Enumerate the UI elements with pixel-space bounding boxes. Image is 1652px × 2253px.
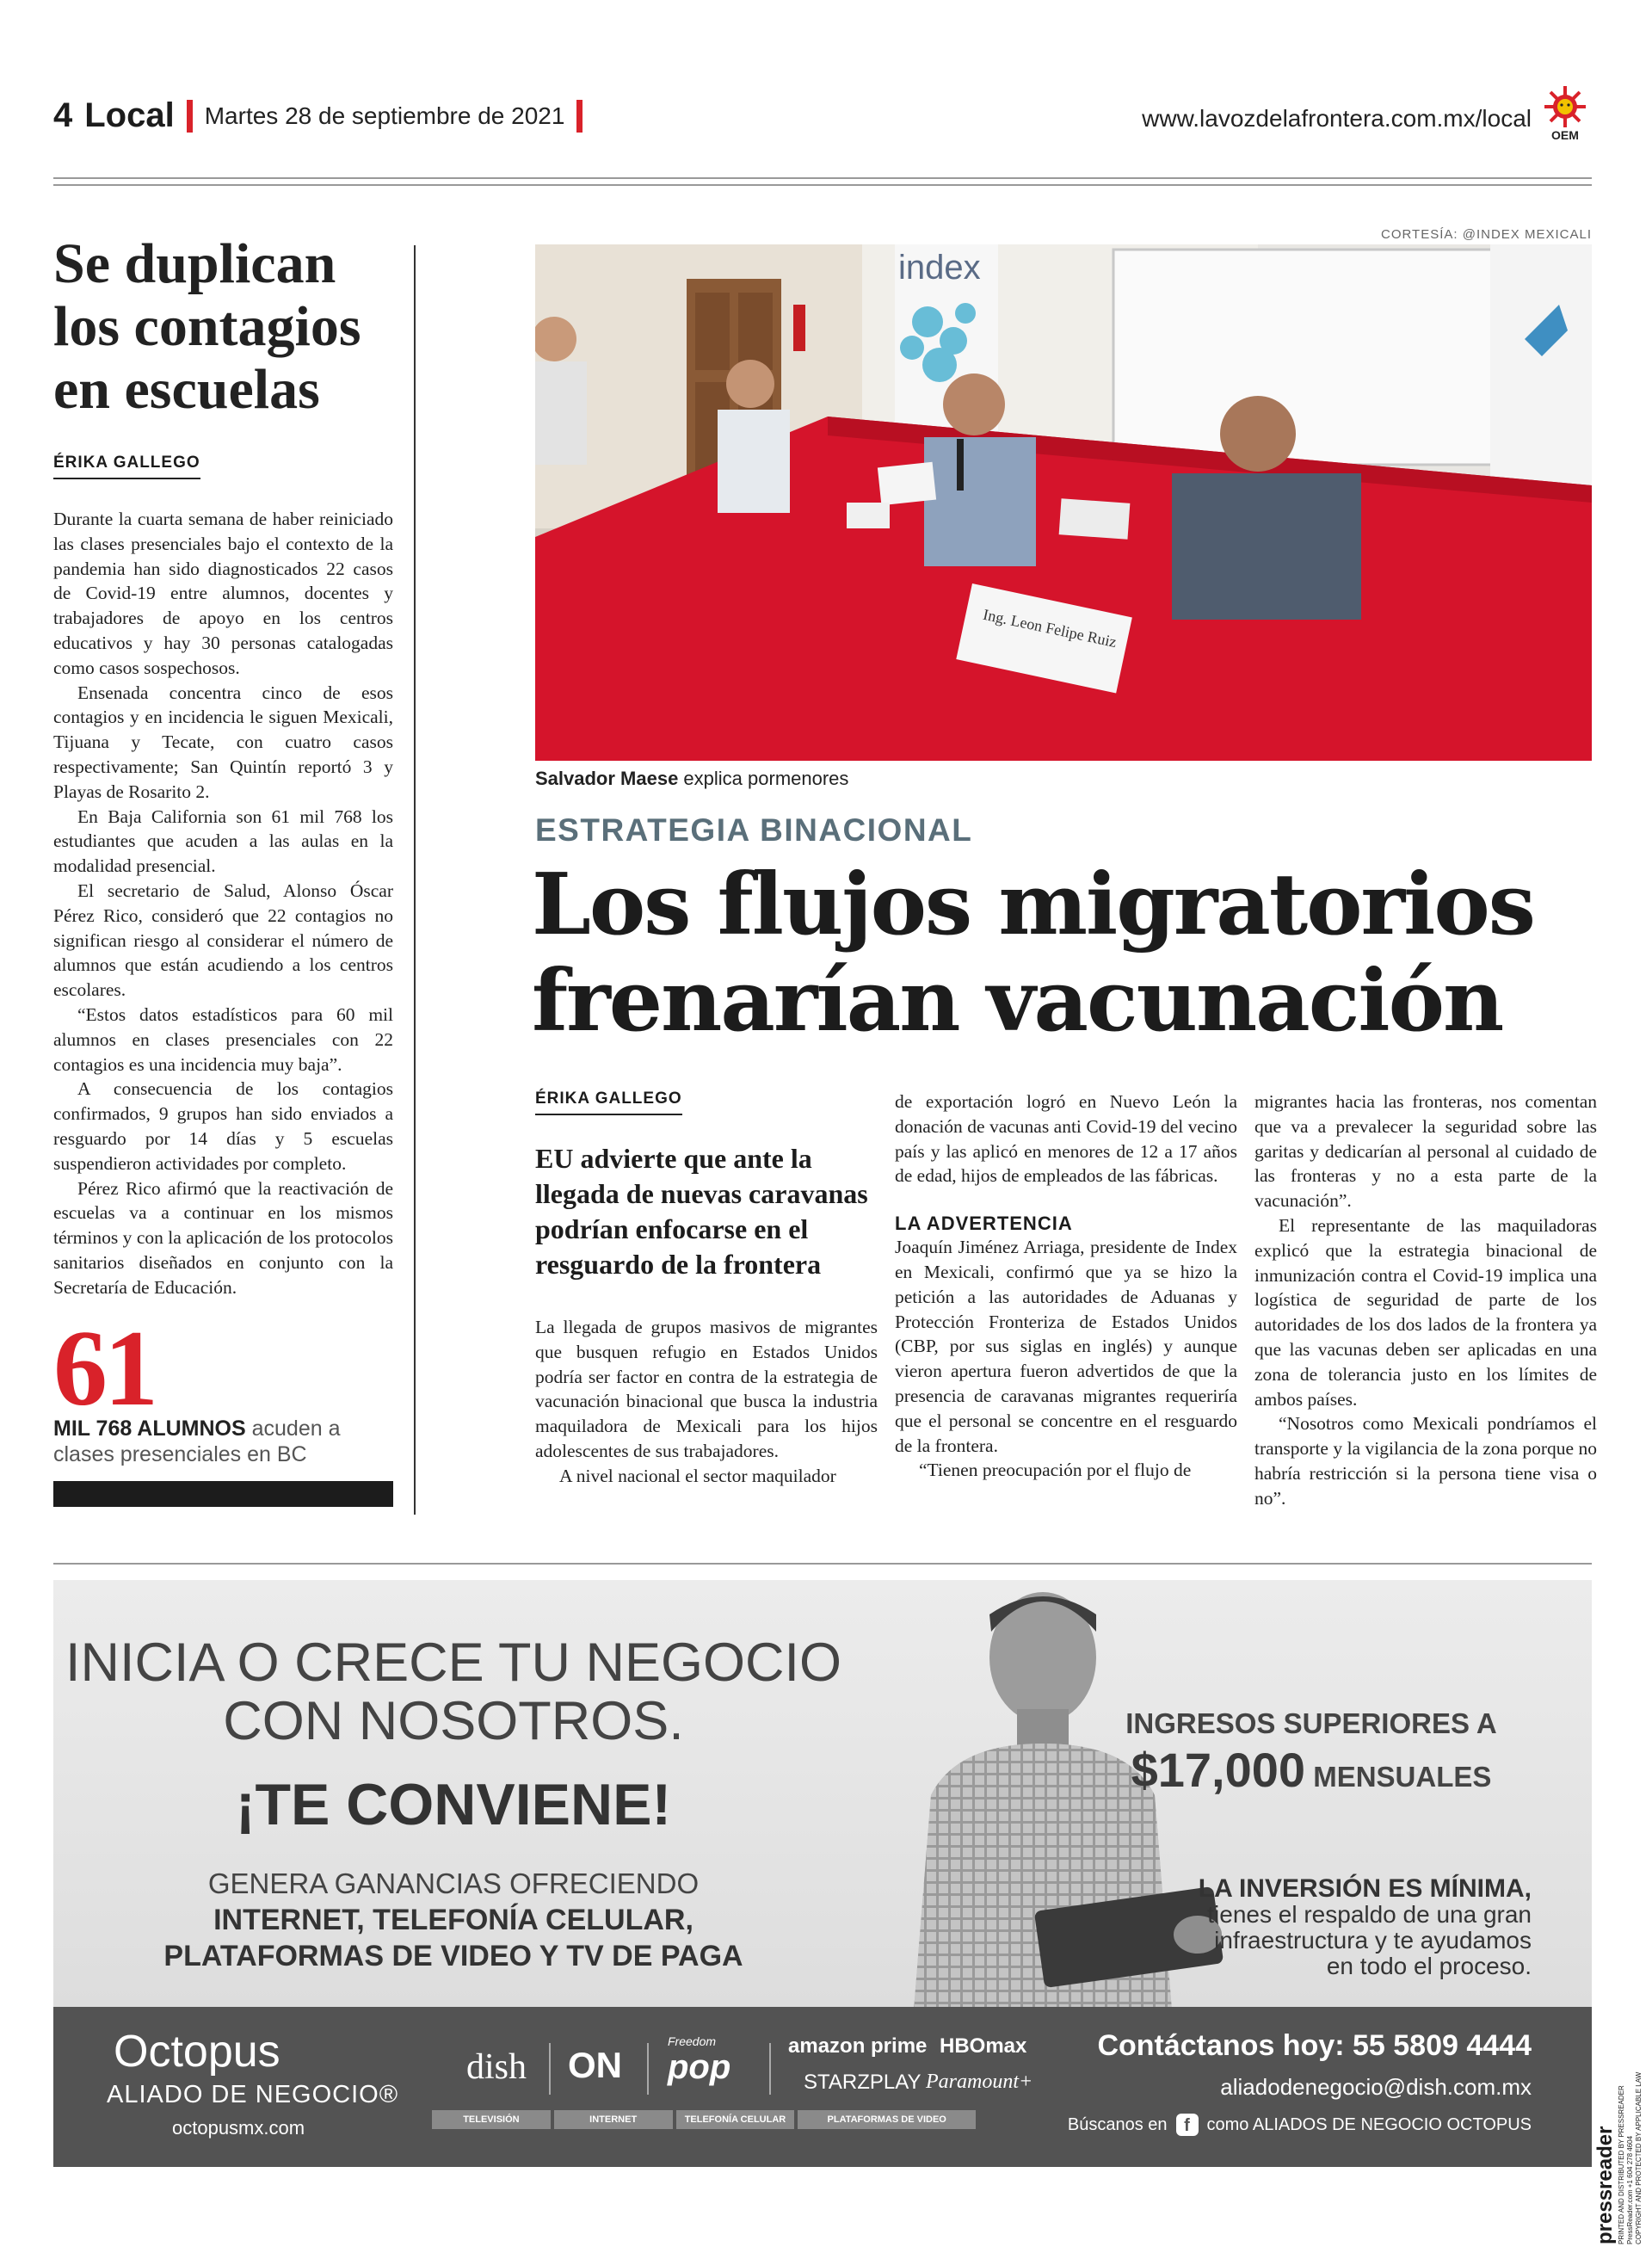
- facebook-name: como ALIADOS DE NEGOCIO OCTOPUS: [1206, 2114, 1532, 2134]
- ad-income-label: INGRESOS SUPERIORES A: [1125, 1707, 1497, 1739]
- story-kicker: ESTRATEGIA BINACIONAL: [535, 812, 973, 848]
- ad-investment-text: [1170, 1876, 1532, 1979]
- freedom-label: Freedom: [668, 2034, 717, 2048]
- ad-generate-line1: GENERA GANANCIAS OFRECIENDO: [207, 1867, 700, 1899]
- nameplate-text: Ing. Leon Felipe Ruiz: [981, 605, 1119, 651]
- story-subhead: LA ADVERTENCIA: [895, 1213, 1073, 1235]
- sidebar-paragraph: “Estos datos estadísticos para 60 mil alumnos en clases presenciales con 22 contagios es una incidencia muy baja”.: [53, 1003, 393, 1075]
- dish-logo: dish: [466, 2047, 527, 2087]
- contact-email[interactable]: aliadodenegocio@dish.com.mx: [1220, 2074, 1532, 2100]
- oem-logo-icon: [1538, 84, 1592, 143]
- ad-income-amount: [1113, 1742, 1509, 1798]
- pressreader-line: PRINTED AND DISTRIBUTED BY PRESSREADER: [1618, 2085, 1625, 2244]
- ad-amount-value: $17,000: [1131, 1743, 1306, 1797]
- partner-brands: [432, 2024, 1086, 2110]
- pressreader-logo: pressreader: [1593, 2126, 1617, 2244]
- story-paragraph: Joaquín Jiménez Arriaga, presidente de Index en Mexicali, confirmó que ya se hizo la petición a las autoridades de Aduanas y Protección Fronteriza de Estados Unidos (CBP, por sus siglas en inglés) y aunque vieron apertura fueron advertidos de que la presencia de caravanas migrantes requeriría que el personal se concentre en el resguardo de la frontera.: [895, 1237, 1237, 1456]
- story-byline: ÉRIKA GALLEGO: [535, 1089, 682, 1115]
- website-link[interactable]: www.lavozdelafrontera.com.mx/local: [1142, 105, 1532, 132]
- category-video: PLATAFORMAS DE VIDEO: [798, 2110, 976, 2129]
- sidebar-byline: ÉRIKA GALLEGO: [53, 454, 200, 479]
- story-body-col3: [1254, 1089, 1597, 1511]
- story-column-1: [535, 1089, 878, 1489]
- story-paragraph: de exportación logró en Nuevo León la donación de vacunas anti Covid-19 del vecino país y las aplicó en menores de 12 a 17 años de edad, hijos de empleados de las fábricas.: [895, 1091, 1237, 1187]
- stat-black-bar: [53, 1481, 393, 1507]
- column-divider: [414, 245, 416, 1515]
- caption-rest: explica pormenores: [678, 768, 849, 789]
- story-column-3: [1254, 1089, 1597, 1511]
- sidebar-paragraph: Ensenada concentra cinco de esos contagios y en incidencia le siguen Mexicali, Tijuana y Tecate, con cuatro casos respectivamente; San Quintín reportó 3 y Playas de Rosarito 2.: [53, 682, 393, 802]
- freedom-pop-logo: [668, 2034, 730, 2087]
- sidebar-paragraph: Durante la cuarta semana de haber reiniciado las clases presenciales bajo el contexto de la pandemia han sido diagnosticados 22 casos de Covid-19 entre alumnos, docentes y trabajadores de apoyo en los centros educativos y hay 30 personas catalogadas como casos sospechosos.: [53, 509, 393, 678]
- photo-credit: CORTESÍA: @INDEX MEXICALI: [1381, 227, 1592, 242]
- headline-line-1: Los flujos migratorios: [532, 855, 1534, 954]
- red-divider: [576, 100, 583, 133]
- ad-headline-line3: ¡TE CONVIENE!: [235, 1772, 672, 1837]
- on-logo: ON: [568, 2045, 622, 2085]
- facebook-prefix: Búscanos en: [1067, 2114, 1168, 2134]
- ad-investment-bold: LA INVERSIÓN ES MÍNIMA,: [1198, 1874, 1532, 1903]
- sidebar-body: [53, 507, 393, 1300]
- amazon-prime-logo: amazon prime: [788, 2034, 928, 2058]
- story-paragraph: La llegada de grupos masivos de migrantes que busquen refugio en Estados Unidos podría ser factor en contra de la estrategia de vacunación binacional que busca la industria maquiladora de Mexicali para los hijos adolescentes de sus trabajadores.: [535, 1317, 878, 1461]
- facebook-contact[interactable]: [1068, 2114, 1532, 2136]
- octopus-advertisement[interactable]: [53, 1580, 1592, 2167]
- caption-bold: Salvador Maese: [535, 768, 679, 789]
- ad-amount-period: MENSUALES: [1305, 1761, 1492, 1793]
- publication-date: Martes 28 de septiembre de 2021: [204, 102, 565, 129]
- story-body-col2a: [895, 1089, 1237, 1188]
- octopus-url[interactable]: octopusmx.com: [172, 2117, 305, 2139]
- header-rule: [53, 177, 1592, 179]
- ad-headline-line2: CON NOSOTROS.: [223, 1691, 684, 1751]
- octopus-tagline: ALIADO DE NEGOCIO®: [107, 2081, 399, 2108]
- category-mobile: TELEFONÍA CELULAR: [676, 2110, 795, 2129]
- ad-footer-bar: [53, 2007, 1592, 2167]
- news-photo: [535, 244, 1592, 761]
- octopus-logo[interactable]: Octopus: [114, 2027, 280, 2077]
- story-body-col1: [535, 1315, 878, 1489]
- story-paragraph: El representante de las maquiladoras explicó que la estrategia binacional de inmunización contra el Covid-19 implica una logística de seguridad de parte de los autoridades de los dos lados de la frontera ya que las vacunas deben ser aplicadas en una zona de tolerancia justo en los límites de ambos países.: [1254, 1214, 1597, 1410]
- stat-number: 61: [53, 1308, 155, 1429]
- story-column-2: [895, 1089, 1237, 1483]
- brand-separator: [647, 2043, 649, 2095]
- contact-phone[interactable]: Contáctanos hoy: 55 5809 4444: [1097, 2029, 1532, 2062]
- ad-top-rule: [53, 1563, 1592, 1565]
- oem-logo-text: OEM: [1551, 128, 1579, 142]
- photo-caption: [535, 768, 848, 790]
- sidebar-paragraph: Pérez Rico afirmó que la reactivación de escuelas va a continuar en los mismos términos y con la aplicación de los protocolos sanitarios diseñados en conjunto con la Secretaría de Educación.: [53, 1177, 393, 1298]
- brand-separator: [769, 2043, 771, 2095]
- service-categories: [432, 2110, 976, 2129]
- meeting-photo-illustration: [535, 244, 1592, 761]
- ad-investment-line: tienes el respaldo de una gran: [1207, 1901, 1532, 1928]
- ad-generate-line3: PLATAFORMAS DE VIDEO Y TV DE PAGA: [163, 1940, 743, 1972]
- pressreader-text: [1593, 2072, 1643, 2244]
- hbo-max-logo: HBOmax: [940, 2034, 1027, 2058]
- brand-separator: [549, 2043, 551, 2095]
- story-paragraph: “Tienen preocupación por el flujo de: [919, 1460, 1192, 1481]
- stat-caption-bold: MIL 768 ALUMNOS: [53, 1416, 246, 1441]
- stat-caption-rest: acuden a clases presenciales en BC: [53, 1416, 341, 1466]
- section-name: Local: [84, 96, 175, 134]
- ad-headline-line1: INICIA O CRECE TU NEGOCIO: [65, 1633, 841, 1693]
- header-left: [53, 96, 583, 135]
- story-paragraph: migrantes hacia las fronteras, nos comentan que va a prevalecer la seguridad sobre las garitas y dedicarían al personal al cuidado de las fronteras y no a esta parte de la vacunación”.: [1254, 1091, 1597, 1212]
- stat-caption: [53, 1416, 393, 1467]
- story-body-col2b: [895, 1235, 1237, 1483]
- pop-label: pop: [668, 2048, 731, 2086]
- story-paragraph: A nivel nacional el sector maquilador: [559, 1465, 836, 1486]
- paramount-logo: Paramount+: [926, 2071, 1033, 2093]
- banner-text: index: [898, 249, 981, 287]
- sidebar-paragraph: El secretario de Salud, Alonso Óscar Pérez Rico, consideró que 22 contagios no significan riesgo al considerar el número de alumnos que están acudiendo a los centros escolares.: [53, 880, 393, 1001]
- ad-investment-line: infraestructura y te ayudamos: [1214, 1927, 1532, 1954]
- red-divider: [187, 100, 193, 133]
- ad-generate-line2: INTERNET, TELEFONÍA CELULAR,: [213, 1904, 693, 1936]
- pressreader-stamp: [1593, 1906, 1652, 2253]
- ad-investment-line: en todo el proceso.: [1326, 1953, 1532, 1979]
- sidebar-story: [53, 232, 393, 1507]
- main-headline: [532, 857, 1599, 1050]
- pressreader-line: PressReader.com +1 604 278 4604: [1626, 2135, 1634, 2244]
- sidebar-paragraph: A consecuencia de los contagios confirmados, 9 grupos han sido enviados a resguardo por 14 días y 5 escuelas suspendieron actividades por completo.: [53, 1078, 393, 1174]
- pressreader-line: COPYRIGHT AND PROTECTED BY APPLICABLE LAW: [1635, 2071, 1643, 2244]
- category-internet: INTERNET: [554, 2110, 673, 2129]
- starzplay-logo: STARZPLAY: [804, 2071, 922, 2094]
- sidebar-headline: Se duplican los contagios en escuelas: [53, 232, 361, 421]
- sidebar-paragraph: En Baja California son 61 mil 768 los estudiantes que acuden a las aulas en la modalidad presencial.: [53, 806, 393, 877]
- story-deck: EU advierte que ante la llegada de nuevas caravanas podrían enfocarse en el resguardo de la frontera: [535, 1143, 868, 1280]
- story-paragraph: “Nosotros como Mexicali pondríamos el transporte y la vigilancia de la zona porque no habría restricción si la persona tiene visa o no”.: [1254, 1413, 1597, 1509]
- headline-line-2: frenarían vacunación: [532, 952, 1503, 1051]
- page-number: 4: [53, 96, 73, 134]
- category-tv: TELEVISIÓN: [432, 2110, 551, 2129]
- facebook-icon: f: [1176, 2114, 1199, 2136]
- page-header: [53, 93, 1592, 145]
